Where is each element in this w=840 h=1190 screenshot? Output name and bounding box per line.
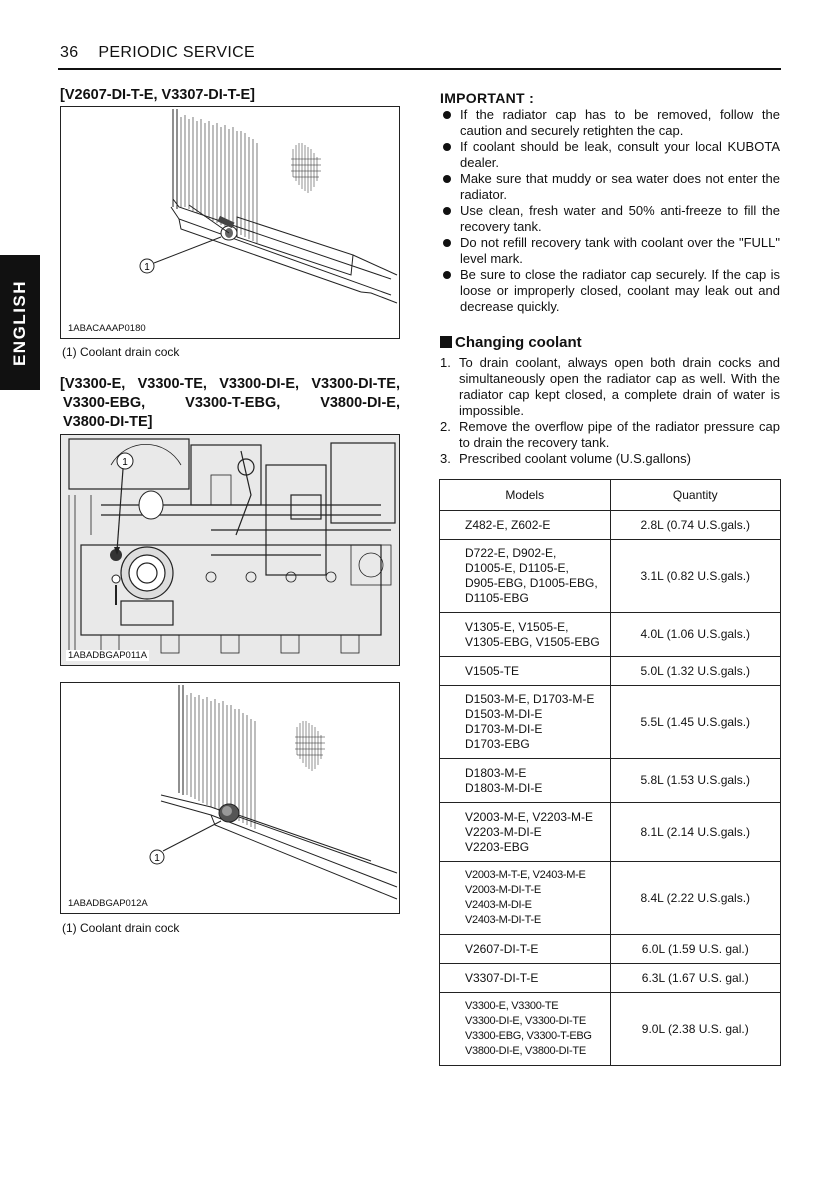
important-title: IMPORTANT : [440,90,535,106]
callout-number: 1 [122,457,128,468]
models-cell [440,657,611,686]
figure-engine-drain [60,434,400,666]
changing-coolant-heading [440,334,582,351]
table-row [440,759,781,803]
square-bullet-icon [440,336,452,348]
model-line: D1703-M-DI-E [465,722,543,736]
models-cell [440,935,611,964]
model-line: V2003-M-DI-T-E [465,884,541,896]
table-row [440,540,781,613]
figure-caption: (1) Coolant drain cock [62,345,180,359]
step-text: Prescribed coolant volume (U.S.gallons) [459,451,691,466]
model-line: D1503-M-DI-E [465,707,543,721]
model-line: V2403-M-DI-T-E [465,914,541,926]
models-cell [440,540,611,613]
step-number: 2. [440,419,451,434]
table-row [440,803,781,862]
model-line: V1305-EBG, V1505-EBG [465,634,600,649]
model-line: V3300-EBG, V3300-T-EBG [465,1030,592,1042]
models-cell [440,993,611,1066]
section-title-v3300-line2: V3300-EBG, V3300-T-EBG, V3800-DI-E, [63,395,400,411]
model-line: D1803-M-E [465,765,527,780]
table-row [440,993,781,1066]
model-line: V3300-E, V3300-TE [465,1000,559,1012]
step-item [440,355,780,419]
table-row [440,613,781,657]
changing-coolant-title: Changing coolant [455,334,582,351]
model-line: D1005-E, D1105-E, [465,561,569,575]
models-cell [440,686,611,759]
figure-radiator-drain-1 [60,106,400,339]
table-row [440,511,781,540]
table-row [440,964,781,993]
models-cell [440,862,611,935]
model-line: V2003-M-T-E, V2403-M-E [465,869,586,881]
table-header-row [440,480,781,511]
table-body [440,511,781,1066]
model-line: D905-EBG, D1005-EBG, [465,576,598,590]
model-line: Z482-E, Z602-E [465,517,551,532]
table-row [440,935,781,964]
important-item: Do not refill recovery tank with coolant over the "FULL" level mark. [440,235,780,267]
table-row [440,862,781,935]
models-cell [440,964,611,993]
quantity-cell: 4.0L (1.06 U.S.gals.) [610,613,780,657]
header-quantity: Quantity [610,480,780,511]
quantity-cell: 5.5L (1.45 U.S.gals.) [610,686,780,759]
model-line: D1803-M-DI-E [465,780,543,795]
models-cell [440,803,611,862]
model-line: D1703-EBG [465,737,530,751]
important-list [440,107,780,315]
model-line: D1503-M-E, D1703-M-E [465,692,595,706]
coolant-volume-table [439,479,781,1066]
model-line: V2203-M-DI-E [465,824,542,839]
model-line: V1505-TE [465,663,520,678]
quantity-cell: 2.8L (0.74 U.S.gals.) [610,511,780,540]
important-item: Use clean, fresh water and 50% anti-freeze to fill the recovery tank. [440,203,780,235]
step-text: To drain coolant, always open both drain cocks and simultaneously open the radiator cap as well. With the radiator cap kept closed, a complete drain of water is impossible. [459,355,780,418]
models-cell [440,511,611,540]
engine-drain-illustration [61,435,399,665]
table-row [440,686,781,759]
figure-code: 1ABADBGAP011A [68,650,148,661]
callout-number: 1 [144,262,150,273]
quantity-cell: 9.0L (2.38 U.S. gal.) [610,993,780,1066]
language-tab-label: ENGLISH [10,279,29,366]
section-title-v3300-line3: V3800-DI-TE] [63,414,153,430]
callout-number: 1 [154,853,160,864]
radiator-drain-illustration [61,107,399,338]
section-title-v3300-line1: [V3300-E, V3300-TE, V3300-DI-E, V3300-DI-TE, [60,376,400,392]
page-number: 36 [60,44,79,61]
step-number: 1. [440,355,451,370]
quantity-cell: 6.0L (1.59 U.S. gal.) [610,935,780,964]
step-item [440,451,780,467]
table-row [440,657,781,686]
model-line: V3307-DI-T-E [465,970,539,985]
model-line: V2203-EBG [465,839,530,854]
step-number: 3. [440,451,451,466]
model-line: D1105-EBG [465,591,529,605]
step-text: Remove the overflow pipe of the radiator pressure cap to drain the recovery tank. [459,419,780,450]
figure-code: 1ABACAAAP0180 [68,323,146,334]
figure-code: 1ABADBGAP012A [68,898,148,909]
quantity-cell: 5.8L (1.53 U.S.gals.) [610,759,780,803]
figure-radiator-drain-2 [60,682,400,914]
model-line: V2607-DI-T-E [465,941,539,956]
page-header-title: PERIODIC SERVICE [98,44,255,61]
header-rule [58,68,781,70]
radiator-drain-illustration [61,683,399,913]
models-cell [440,613,611,657]
models-cell [440,759,611,803]
quantity-cell: 8.1L (2.14 U.S.gals.) [610,803,780,862]
model-line: V3300-DI-E, V3300-DI-TE [465,1015,586,1027]
model-line: V1305-E, V1505-E, [465,619,569,634]
quantity-cell: 5.0L (1.32 U.S.gals.) [610,657,780,686]
model-line: D722-E, D902-E, [465,546,557,560]
section-title-v2607: [V2607-DI-T-E, V3307-DI-T-E] [60,87,255,103]
step-item [440,419,780,451]
important-item: If the radiator cap has to be removed, follow the caution and securely retighten the cap. [440,107,780,139]
important-item: If coolant should be leak, consult your local KUBOTA dealer. [440,139,780,171]
model-line: V2003-M-E, V2203-M-E [465,809,594,824]
quantity-cell: 8.4L (2.22 U.S.gals.) [610,862,780,935]
quantity-cell: 3.1L (0.82 U.S.gals.) [610,540,780,613]
model-line: V3800-DI-E, V3800-DI-TE [465,1045,586,1057]
figure-caption: (1) Coolant drain cock [62,921,180,935]
steps-list [440,355,780,467]
header-models: Models [440,480,611,511]
language-tab [0,255,40,390]
page-header [60,44,255,62]
important-item: Make sure that muddy or sea water does not enter the radiator. [440,171,780,203]
important-item: Be sure to close the radiator cap securely. If the cap is loose or improperly closed, coolant may leak out and decrease quickly. [440,267,780,315]
model-line: V2403-M-DI-E [465,899,532,911]
quantity-cell: 6.3L (1.67 U.S. gal.) [610,964,780,993]
